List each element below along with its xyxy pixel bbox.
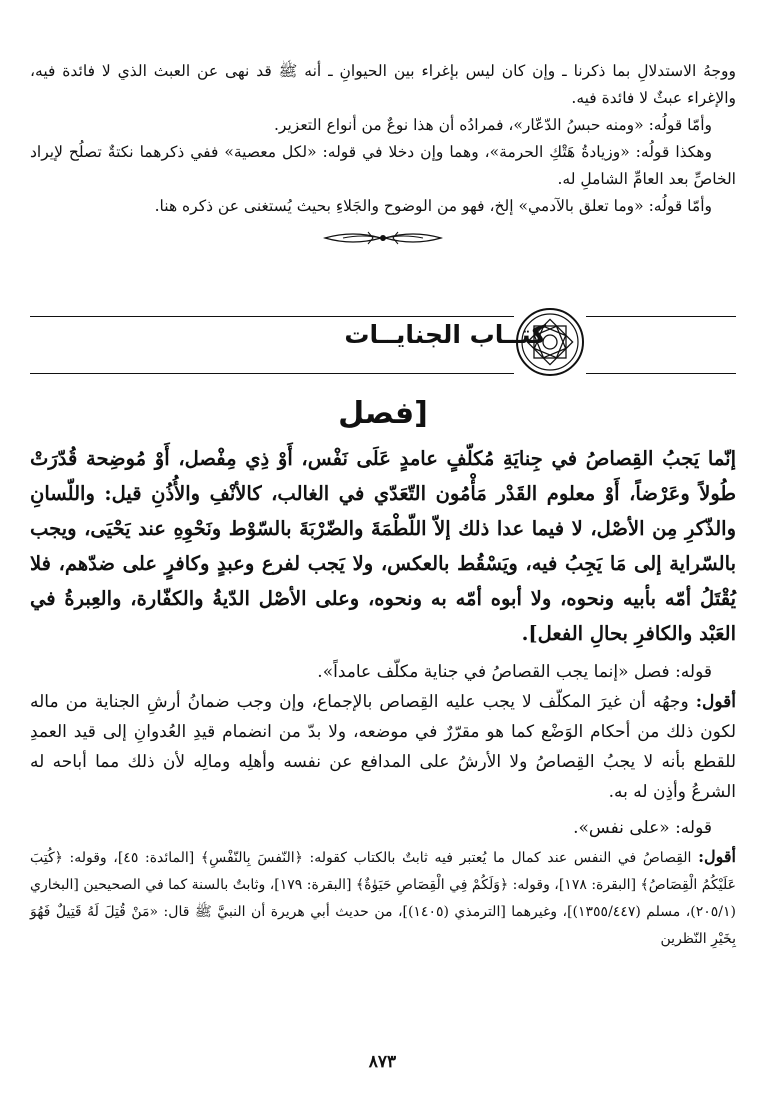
page-number: ٨٧٣ <box>368 1052 397 1072</box>
paragraph-violation: وهكذا قولُه: «وزيادةُ هَتْكِ الحرمة»، وهما وإن دخلا في قوله: «لكل معصية» ففي ذكرهما نكتةٌ تصلُح لإيراد الخاصِّ بعد العامِّ الشاملِ له. <box>30 143 736 188</box>
section-title: [فصل <box>338 396 428 431</box>
commentary-answer-2 <box>30 843 736 953</box>
commentary-answer-1 <box>30 687 736 807</box>
answer-label: أقول: <box>698 847 736 866</box>
ornament-divider-icon <box>323 226 443 250</box>
paragraph-detention: وأمّا قولُه: «ومنه حبسُ الدّعّار»، فمرادُه أن هذا نوعٌ من أنواع التعزير. <box>273 116 712 134</box>
chapter-rule-top <box>30 316 736 317</box>
answer-label: أقول: <box>695 692 736 712</box>
chapter-header <box>30 304 736 380</box>
chapter-rule-bottom <box>30 373 736 374</box>
commentary-quote-1: قوله: فصل «إنما يجب القصاصُ في جناية مكلّف عامداً». <box>317 662 712 682</box>
paragraph-human-rights: وأمّا قولُه: «وما تعلق بالآدمي» إلخ، فهو من الوضوح والجَلاءِ بحيث يُستغنى عن ذكره هنا. <box>154 197 712 215</box>
answer-text: وجهُه أن غيرَ المكلّف لا يجب عليه القِصاص بالإجماع، وإن وجب ضمانُ أرشِ الجناية من ماله لكون ذلك من أحكام الوَضْع كما هو مقرّرٌ في موضعه، ولا بدّ من انضمام قيدِ العُدوانِ إلى قيد العمدِ للقطع بأنه لا يجبُ القِصاصُ ولا الأرشُ على المدافع عن نفسه وأهلِه ومالِه لأن ذلك مما أباحه له الشرعُ وأذِن له به. <box>30 692 736 802</box>
paragraph-reasoning: ووجهُ الاستدلالِ بما ذكرنا ـ وإن كان ليس بإغراء بين الحيوانِ ـ أنه ﷺ قد نهى عن العبث الذي لا فائدة فيه، والإغراء عبثٌ لا فائدة فيه. <box>30 62 736 107</box>
answer-text: القِصاصُ في النفس عند كمال ما يُعتبر فيه ثابتٌ بالكتاب كقوله: ﴿النّفسَ بِالنّفْسِ﴾ [المائدة: ٤٥]، وقوله: ﴿كُتِبَ عَلَيْكُمُ الْقِصَاصُ﴾ [البقرة: ١٧٨]، وقوله: ﴿وَلَكُمْ فِي الْقِصَاصِ حَيَوٰةٌ﴾ [البقرة: ١٧٩]، وثابتٌ بالسنة كما في الصحيحين [البخاري (٢٠٥/١)، مسلم (١٣٥٥/٤٤٧)]، وغيرهما [الترمذي (١٤٠٥)]، من حديث أبي هريرة أن النبيَّ ﷺ قال: «مَنْ قُتِلَ لَهُ قَتِيلٌ فَهُوَ بِخَيْرِ النّظرين <box>30 850 736 947</box>
commentary-quote-2: قوله: «على نفس». <box>573 818 712 838</box>
chapter-title: كتــاب الجنايــات <box>344 320 546 349</box>
page-body <box>30 58 736 953</box>
matn-text: إنّما يَجبُ القِصاصُ في جِنايَةِ مُكلّفٍ عامدٍ عَلَى نَفْس، أَوْ ذِي مِفْصل، أَوْ مُوضِحة قُدّرَتْ طُولاً وعَرْضاً، أَوْ معلوم القَدْر مَأْمُون التّعَدّي في الغالب، كالأنْفِ والأُذُنِ قيل: واللّسانِ والذّكرِ مِن الأصْل، لا فيما عدا ذلك إلاّ اللّطْمَةَ والضّرْبَةَ بالسّوْط ونَحْوِهِ عند يَحْيَى، ويجب بالسّراية إلى مَا يَجِبُ فيه، ويَسْقُط بالعكس، ولا يَجب لفرع وعبدٍ وكافرٍ على ضدّهم، فلا يُقْتَلُ أمّه بأبيه ونحوه، ولا أبوه أمّه به ونحوه، وعلى الأصْل الدّيةُ والكفّارة، والعِبرةُ في العَبْد والكافرِ بحالِ الفعل]. <box>30 447 736 645</box>
